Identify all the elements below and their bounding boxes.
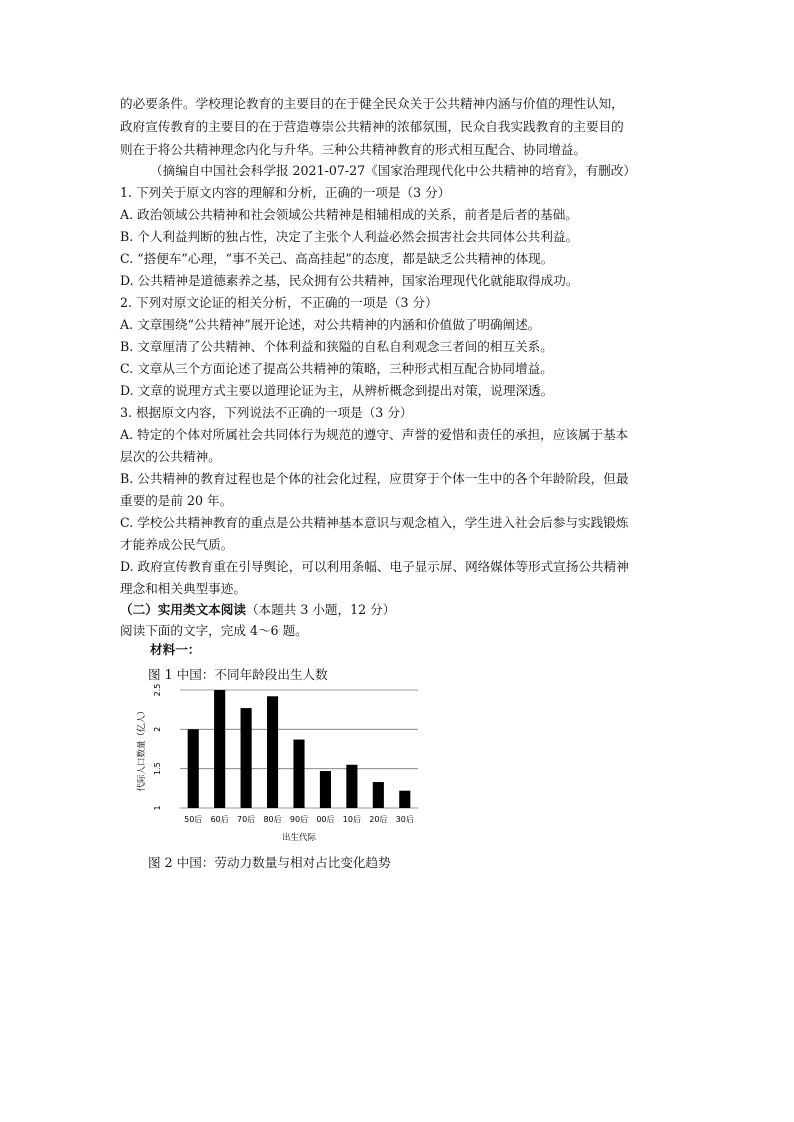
bar	[188, 729, 199, 808]
figure-2-caption: 图 2 中国：劳动力数量与相对占比变化趋势	[148, 855, 391, 870]
paragraph-line: 的必要条件。学校理论教育的主要目的在于健全民众关于公共精神内涵与价值的理性认知，	[120, 96, 624, 111]
bar	[293, 740, 304, 808]
bar-series	[188, 690, 411, 808]
bar	[373, 782, 384, 808]
material-label: 材料一：	[150, 642, 201, 657]
section-instruction: 阅读下面的文字，完成 4～6 题。	[120, 623, 308, 638]
section-title-rest: （本题共 3 小题，12 分）	[245, 602, 396, 617]
question-2-option-c: C. 文章从三个方面论述了提高公共精神的策略，三种形式相互配合协同增益。	[120, 361, 553, 376]
y-axis-label: 代际人口数量（亿人）	[137, 706, 147, 792]
question-3-option-b-cont: 重要的是前 20 年。	[120, 493, 233, 508]
bar	[214, 690, 225, 808]
question-3-option-d: D. 政府宣传教育重在引导舆论，可以利用条幅、电子显示屏、网络媒体等形式宣扬公共精神	[120, 559, 629, 574]
x-tick-label: 70后	[237, 815, 256, 824]
x-tick-label: 90后	[289, 815, 309, 824]
bar	[241, 708, 252, 808]
question-1-option-b: B. 个人利益判断的独占性，决定了主张个人利益必然会损害社会共同体公共利益。	[120, 229, 579, 244]
question-3-option-c-cont: 才能养成公民气质。	[120, 537, 234, 552]
question-3-option-b: B. 公共精神的教育过程也是个体的社会化过程，应贯穿于个体一生中的各个年龄阶段，但最	[120, 471, 629, 486]
x-tick-label: 60后	[210, 815, 229, 824]
question-3-option-c: C. 学校公共精神教育的重点是公共精神基本意识与观念植入，学生进入社会后参与实践锻炼	[120, 515, 629, 530]
question-2-option-a: A. 文章围绕“公共精神”展开论述，对公共精神的内涵和价值做了明确阐述。	[120, 317, 541, 332]
question-2-option-d: D. 文章的说理方式主要以道理论证为主，从辨析概念到提出对策，说理深透。	[120, 383, 554, 398]
x-tick-label: 30后	[395, 815, 414, 824]
figure-1-caption: 图 1 中国：不同年龄段出生人数	[148, 667, 328, 682]
question-3-stem: 3. 根据原文内容，下列说法不正确的一项是（3 分）	[120, 405, 413, 420]
bar	[267, 696, 278, 808]
bar	[320, 771, 331, 808]
x-tick-label: 80后	[263, 815, 282, 824]
paragraph-line: 则在于将公共精神理念内化与升华。三种公共精神教育的形式相互配合、协同增益。	[120, 142, 586, 157]
x-axis-label: 出生代际	[281, 833, 317, 843]
question-3-option-a: A. 特定的个体对所属社会共同体行为规范的遵守、声誉的爱惜和责任的承担，应该属于基本	[120, 427, 629, 442]
source-note: （摘编自中国社会科学报 2021-07-27《国家治理现代化中公共精神的培育》，有删改）	[150, 163, 636, 178]
x-tick-label: 00后	[316, 815, 335, 824]
bar-chart	[137, 683, 428, 854]
section-title: （二）实用类文本阅读	[120, 602, 246, 617]
question-1-stem: 1. 下列关于原文内容的理解和分析，正确的一项是（3 分）	[120, 185, 451, 200]
question-3-option-d-cont: 理念和相关典型事迹。	[120, 581, 246, 596]
y-tick-labels	[153, 684, 162, 811]
y-tick-label: 1	[153, 805, 162, 811]
question-1-option-c: C. “搭便车”心理，“事不关己、高高挂起”的态度，都是缺乏公共精神的体现。	[120, 251, 554, 266]
bar	[346, 765, 357, 808]
y-tick-label: 1.5	[153, 762, 162, 776]
x-tick-labels	[184, 814, 414, 824]
x-tick-label: 10后	[342, 815, 361, 824]
x-tick-label: 20后	[369, 815, 388, 824]
bar	[399, 791, 410, 808]
y-tick-label: 2.5	[153, 683, 162, 697]
section-heading	[120, 602, 395, 618]
y-tick-label: 2	[153, 726, 162, 732]
question-1-option-d: D. 公共精神是道德素养之基，民众拥有公共精神，国家治理现代化就能取得成功。	[120, 273, 579, 288]
paragraph-line: 政府宣传教育的主要目的在于营造尊崇公共精神的浓郁氛围，民众自我实践教育的主要目的	[120, 119, 624, 134]
question-1-option-a: A. 政治领域公共精神和社会领域公共精神是相辅相成的关系，前者是后者的基础。	[120, 207, 578, 222]
question-2-stem: 2. 下列对原文论证的相关分析，不正确的一项是（3 分）	[120, 295, 438, 310]
question-2-option-b: B. 文章厘清了公共精神、个体利益和狭隘的自私自利观念三者间的相互关系。	[120, 339, 553, 354]
question-3-option-a-cont: 层次的公共精神。	[120, 449, 221, 464]
x-tick-label: 50后	[184, 815, 203, 824]
